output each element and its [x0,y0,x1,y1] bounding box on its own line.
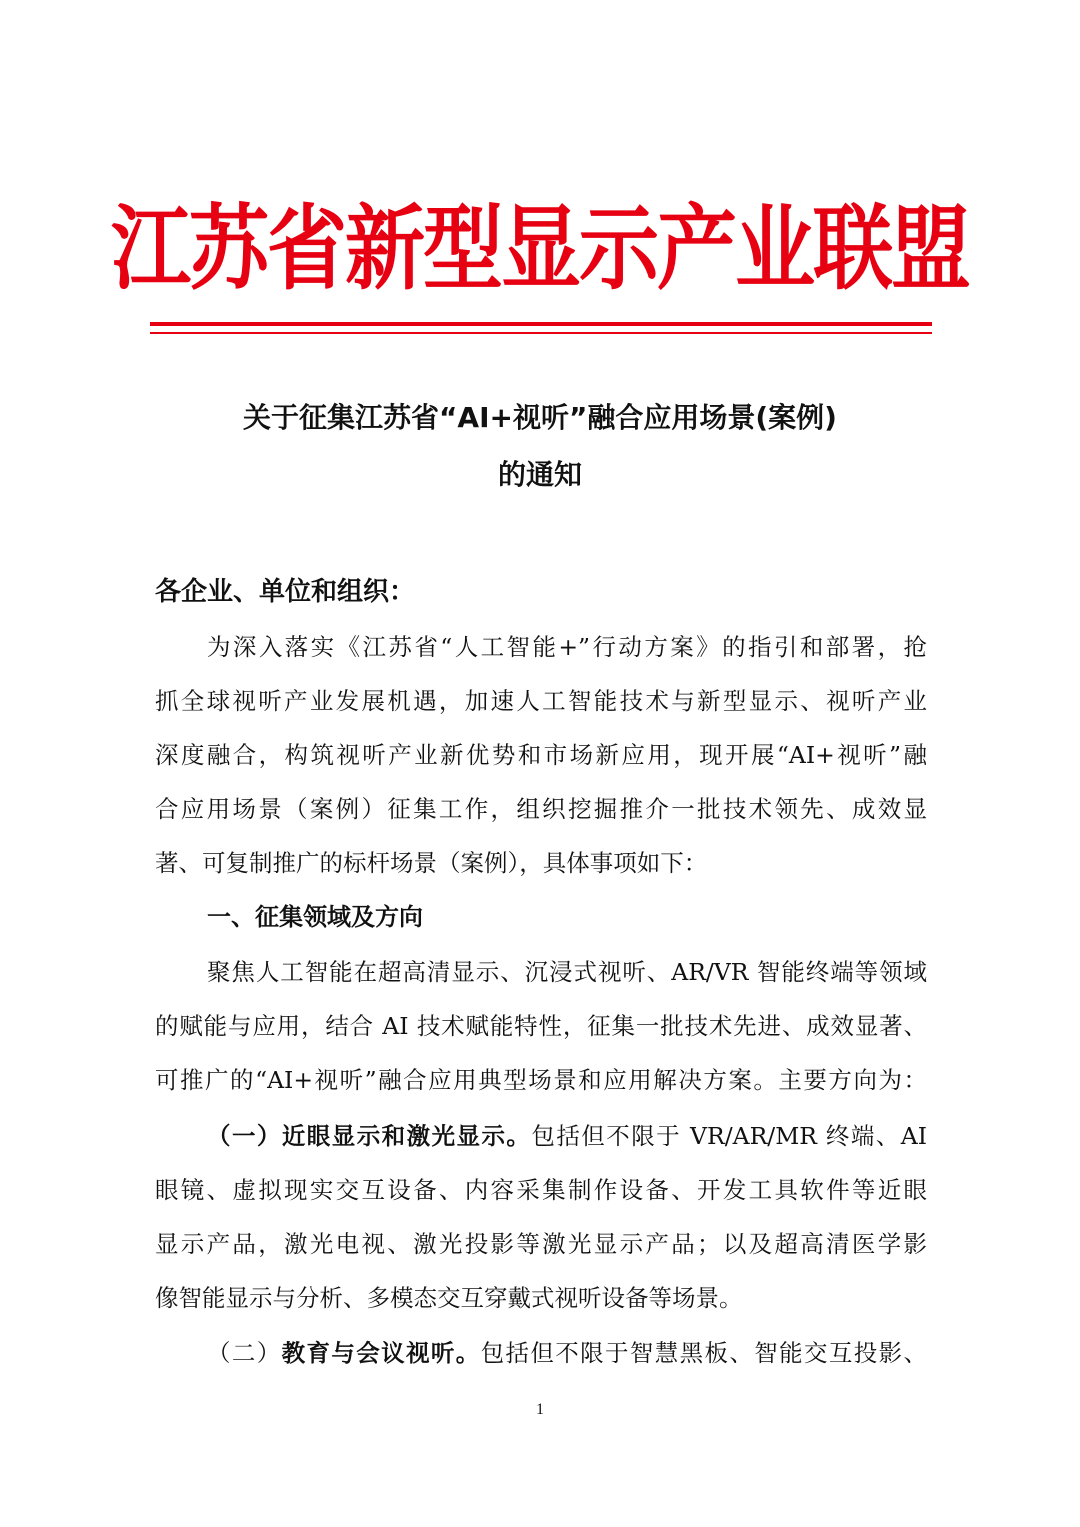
paragraph-line: 像智能显示与分析、多模态交互穿戴式视听设备等场景。 [155,1284,743,1312]
page-number: 1 [536,1401,544,1418]
paragraph-line: 聚焦人工智能在超高清显示、沉浸式视听、AR/VR 智能终端等领域 [207,958,927,986]
paragraph-line: 眼镜、虚拟现实交互设备、内容采集制作设备、开发工具软件等近眼 [155,1176,927,1204]
organization-masthead: 江苏省新型显示产业联盟 [111,194,969,302]
paragraph-line: 合应用场景（案例）征集工作，组织挖掘推介一批技术领先、成效显 [155,795,927,823]
paragraph-line: 显示产品，激光电视、激光投影等激光显示产品；以及超高清医学影 [155,1230,927,1258]
salutation: 各企业、单位和组织： [155,577,416,607]
paragraph-line: 抓全球视听产业发展机遇，加速人工智能技术与新型显示、视听产业 [155,687,927,715]
item-1-label: （一）近眼显示和激光显示。 [207,1122,532,1150]
masthead-rule-thick [150,322,932,326]
section-heading-1: 一、征集领域及方向 [207,903,423,931]
item-1-first-line-text: 包括但不限于 VR/AR/MR 终端、AI [531,1122,927,1150]
paragraph-line: 著、可复制推广的标杆场景（案例），具体事项如下： [155,849,708,877]
item-2-first-line [207,1333,927,1373]
paragraph-line: 的赋能与应用，结合 AI 技术赋能特性，征集一批技术先进、成效显著、 [155,1012,927,1040]
document-title-line-1: 关于征集江苏省“AI+视听”融合应用场景(案例) [243,401,837,434]
paragraph-line: 为深入落实《江苏省“人工智能+”行动方案》的指引和部署，抢 [207,633,927,661]
paragraph-line: 可推广的“AI+视听”融合应用典型场景和应用解决方案。主要方向为： [155,1066,927,1094]
item-1-first-line [207,1116,927,1156]
paragraph-line: 深度融合，构筑视听产业新优势和市场新应用，现开展“AI+视听”融 [155,741,927,769]
item-2-label: 教育与会议视听。 [281,1339,481,1367]
masthead-rule-thin [150,332,932,334]
document-title-line-2: 的通知 [497,458,582,491]
item-2-number: （二） [207,1339,282,1367]
item-2-first-line-text: 包括但不限于智慧黑板、智能交互投影、 [480,1339,927,1367]
